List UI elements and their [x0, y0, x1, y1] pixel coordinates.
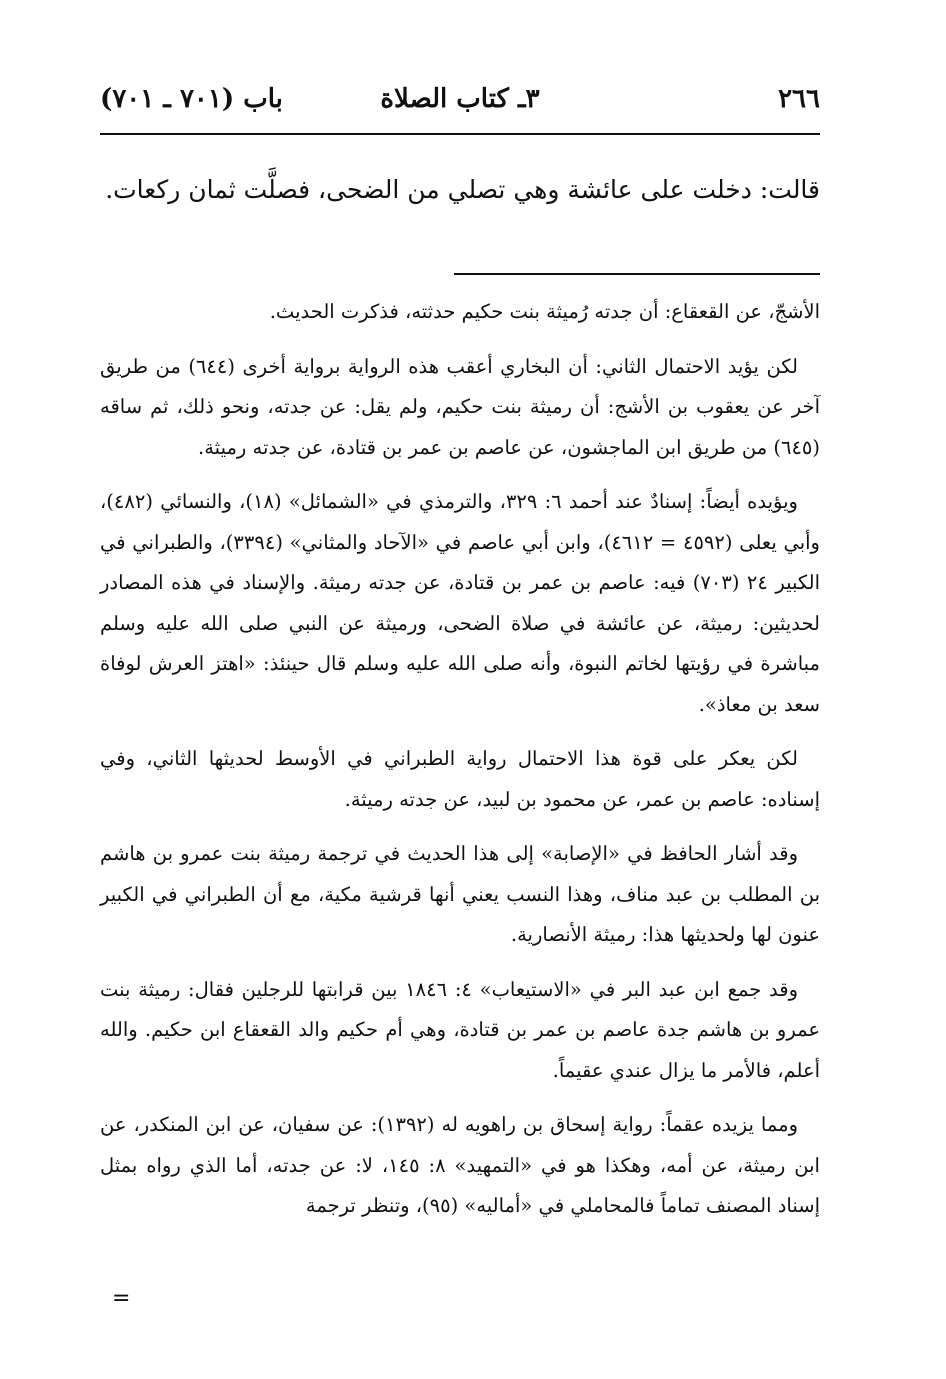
footnote-paragraph: لكن يعكر على قوة هذا الاحتمال رواية الطبراني في الأوسط لحديثها الثاني، وفي إسناده: عاصم بن عمر، عن محمود بن لبيد، عن جدته رميثة. — [100, 747, 820, 811]
main-text: قالت: دخلت على عائشة وهي تصلي من الضحى، فصلَّت ثمان ركعات. — [105, 175, 820, 204]
footnote-divider — [454, 273, 820, 275]
chapter-title: باب (٧٠١ ـ ٧٠١) — [100, 84, 283, 114]
page-number: ٢٦٦ — [778, 84, 820, 114]
footnote-paragraph: ومما يزيده عقماً: رواية إسحاق بن راهويه له (١٣٩٢): عن سفيان، عن ابن المنكدر، عن ابن رميثة، عن أمه، وهكذا هو في «التمهيد» ٨: ١٤٥، لا: عن جدته، أما الذي رواه بمثل إسناد المصنف تماماً فالمحاملي في «أماليه» (٩٥)، وتنظر ترجمة — [100, 1113, 820, 1217]
footnote-paragraph: الأشجّ، عن القعقاع: أن جدته رُميثة بنت حكيم حدثته، فذكرت الحديث. — [269, 300, 820, 323]
continuation-mark: = — [112, 1286, 131, 1311]
page-header — [100, 84, 820, 128]
footnote-paragraph: وقد أشار الحافظ في «الإصابة» إلى هذا الحديث في ترجمة رميثة بنت عمرو بن هاشم بن المطلب بن عبد مناف، وهذا النسب يعني أنها قرشية مكية، مع أن الطبراني في الكبير عنون لها ولحديثها هذا: رميثة الأنصارية. — [100, 842, 820, 946]
footnote-paragraph: وقد جمع ابن عبد البر في «الاستيعاب» ٤: ١٨٤٦ بين قرابتها للرجلين فقال: رميثة بنت عمرو بن هاشم جدة عاصم بن عمر بن قتادة، وهي أم حكيم والد القعقاع ابن حكيم. والله أعلم، فالأمر ما يزال عندي عقيماً. — [100, 977, 820, 1082]
book-title: ٣ـ كتاب الصلاة — [380, 84, 540, 114]
footnotes — [100, 292, 820, 1241]
footnote-paragraph: لكن يؤيد الاحتمال الثاني: أن البخاري أعقب هذه الرواية برواية أخرى (٦٤٤) من طريق آخر عن يعقوب بن الأشج: أن رميثة بنت حكيم، ولم يقل: عن جدته، ونحو ذلك، ثم ساقه (٦٤٥) من طريق ابن الماجشون، عن عاصم بن عمر بن قتادة، عن جدته رميثة. — [100, 354, 820, 459]
header-divider — [100, 133, 820, 135]
footnote-paragraph: ويؤيده أيضاً: إسنادٌ عند أحمد ٦: ٣٢٩، والترمذي في «الشمائل» (١٨)، والنسائي (٤٨٢)، وأبي يعلى (٤٥٩٢ = ٤٦١٢)، وابن أبي عاصم في «الآحاد والمثاني» (٣٣٩٤)، والطبراني في الكبير ٢٤ (٧٠٣) فيه: عاصم بن عمر بن قتادة، عن جدته رميثة. والإسناد في هذه المصادر لحديثين: رميثة، عن عائشة في صلاة الضحى، ورميثة عن النبي صلى الله عليه وسلم مباشرة في رؤيتها لخاتم النبوة، وأنه صلى الله عليه وسلم قال حينئذ: «اهتز العرش لوفاة سعد بن معاذ». — [100, 490, 820, 716]
